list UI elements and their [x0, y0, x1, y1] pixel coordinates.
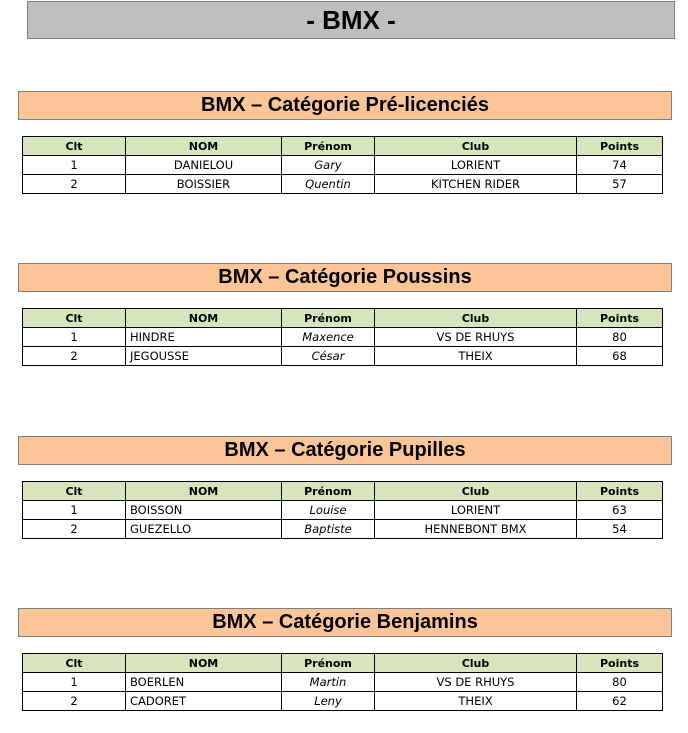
cell-club: KITCHEN RIDER: [375, 175, 577, 194]
column-header-club: Club: [375, 482, 577, 501]
column-header-points: Points: [577, 309, 663, 328]
column-header-points: Points: [577, 654, 663, 673]
cell-points: 54: [577, 520, 663, 539]
column-header-nom: NOM: [126, 137, 282, 156]
cell-nom: JEGOUSSE: [126, 347, 282, 366]
cell-club: THEIX: [375, 347, 577, 366]
cell-points: 68: [577, 347, 663, 366]
cell-points: 74: [577, 156, 663, 175]
cell-nom: BOERLEN: [126, 673, 282, 692]
cell-club: THEIX: [375, 692, 577, 711]
column-header-prenom: Prénom: [282, 137, 375, 156]
table-row: [23, 501, 663, 520]
column-header-club: Club: [375, 309, 577, 328]
cell-prenom: Leny: [282, 692, 375, 711]
column-header-club: Club: [375, 137, 577, 156]
cell-nom: CADORET: [126, 692, 282, 711]
category-title: BMX – Catégorie Benjamins: [18, 608, 672, 637]
column-header-points: Points: [577, 482, 663, 501]
table-header-row: [23, 137, 663, 156]
cell-nom: BOISSON: [126, 501, 282, 520]
cell-clt: 2: [23, 692, 126, 711]
cell-clt: 2: [23, 520, 126, 539]
category-title: BMX – Catégorie Pupilles: [18, 436, 672, 465]
cell-points: 62: [577, 692, 663, 711]
column-header-nom: NOM: [126, 654, 282, 673]
table-row: [23, 328, 663, 347]
cell-clt: 2: [23, 347, 126, 366]
cell-club: HENNEBONT BMX: [375, 520, 577, 539]
table-row: [23, 156, 663, 175]
table-row: [23, 347, 663, 366]
cell-prenom: Louise: [282, 501, 375, 520]
table-header-row: [23, 309, 663, 328]
results-table: [22, 481, 663, 539]
cell-prenom: Martin: [282, 673, 375, 692]
category-title: BMX – Catégorie Pré-licenciés: [18, 91, 672, 120]
cell-clt: 1: [23, 328, 126, 347]
table-header-row: [23, 654, 663, 673]
column-header-nom: NOM: [126, 482, 282, 501]
column-header-nom: NOM: [126, 309, 282, 328]
column-header-club: Club: [375, 654, 577, 673]
table-row: [23, 673, 663, 692]
cell-club: LORIENT: [375, 156, 577, 175]
results-table: [22, 308, 663, 366]
results-table: [22, 136, 663, 194]
cell-prenom: Gary: [282, 156, 375, 175]
cell-nom: GUEZELLO: [126, 520, 282, 539]
category-title: BMX – Catégorie Poussins: [18, 263, 672, 292]
cell-prenom: Baptiste: [282, 520, 375, 539]
cell-nom: DANIELOU: [126, 156, 282, 175]
table-header-row: [23, 482, 663, 501]
column-header-points: Points: [577, 137, 663, 156]
table-row: [23, 520, 663, 539]
cell-nom: BOISSIER: [126, 175, 282, 194]
page-title: - BMX -: [27, 1, 675, 39]
cell-clt: 2: [23, 175, 126, 194]
cell-clt: 1: [23, 501, 126, 520]
column-header-clt: Clt: [23, 137, 126, 156]
cell-club: LORIENT: [375, 501, 577, 520]
column-header-prenom: Prénom: [282, 309, 375, 328]
cell-clt: 1: [23, 673, 126, 692]
column-header-clt: Clt: [23, 482, 126, 501]
cell-prenom: Quentin: [282, 175, 375, 194]
results-table: [22, 653, 663, 711]
cell-prenom: César: [282, 347, 375, 366]
column-header-clt: Clt: [23, 309, 126, 328]
cell-nom: HINDRE: [126, 328, 282, 347]
column-header-prenom: Prénom: [282, 654, 375, 673]
cell-points: 80: [577, 673, 663, 692]
cell-clt: 1: [23, 156, 126, 175]
cell-club: VS DE RHUYS: [375, 328, 577, 347]
table-row: [23, 175, 663, 194]
cell-prenom: Maxence: [282, 328, 375, 347]
cell-points: 80: [577, 328, 663, 347]
cell-points: 63: [577, 501, 663, 520]
column-header-clt: Clt: [23, 654, 126, 673]
cell-club: VS DE RHUYS: [375, 673, 577, 692]
cell-points: 57: [577, 175, 663, 194]
table-row: [23, 692, 663, 711]
column-header-prenom: Prénom: [282, 482, 375, 501]
